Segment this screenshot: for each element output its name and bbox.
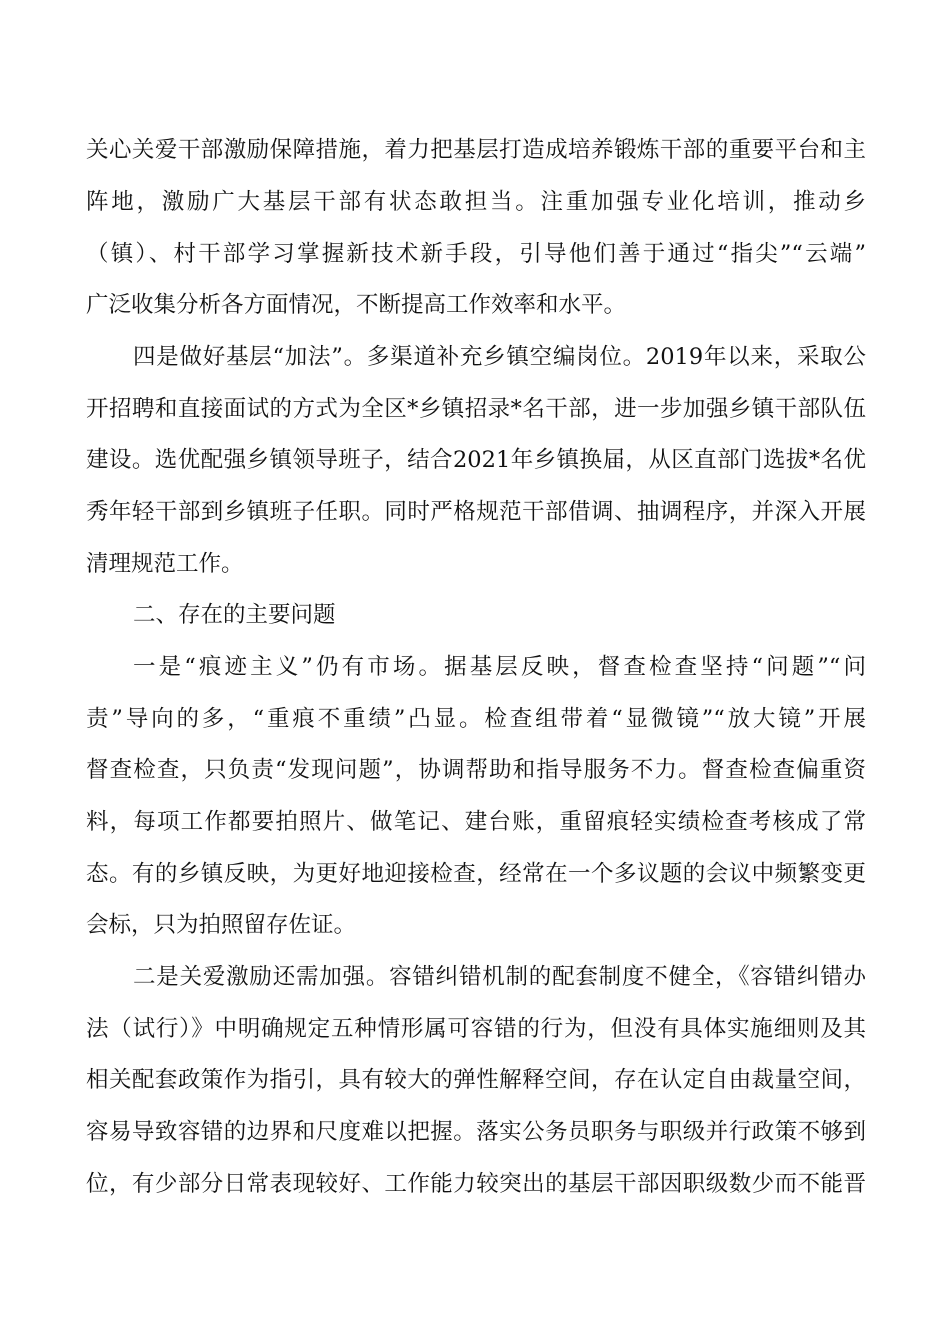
text-line: 会标，只为拍照留存佐证。 (86, 912, 357, 938)
text-line: 清理规范工作。 (86, 551, 244, 577)
paragraph-first-line: 一是“痕迹主义”仍有市场。据基层反映，督查检查坚持“问题”“问 (133, 654, 866, 680)
text-line: 关心关爱干部激励保障措施，着力把基层打造成培养锻炼干部的重要平台和主 (86, 137, 866, 163)
section-heading: 二、存在的主要问题 (133, 602, 336, 628)
text-line: 法（试行）》中明确规定五种情形属可容错的行为，但没有具体实施细则及其 (86, 1016, 866, 1042)
text-line: 料，每项工作都要拍照片、做笔记、建台账，重留痕轻实绩检查考核成了常 (86, 809, 866, 835)
paragraph-first-line: 四是做好基层“加法”。多渠道补充乡镇空编岗位。2019年以来，采取公 (133, 344, 866, 370)
text-line: 建设。选优配强乡镇领导班子，结合2021年乡镇换届，从区直部门选拔*名优 (86, 447, 866, 473)
text-line: 责”导向的多，“重痕不重绩”凸显。检查组带着“显微镜”“放大镜”开展 (86, 706, 866, 732)
text-line: 相关配套政策作为指引，具有较大的弹性解释空间，存在认定自由裁量空间， (86, 1067, 866, 1093)
text-line: 态。有的乡镇反映，为更好地迎接检查，经常在一个多议题的会议中频繁变更 (86, 861, 866, 887)
text-line: 开招聘和直接面试的方式为全区*乡镇招录*名干部，进一步加强乡镇干部队伍 (86, 396, 866, 422)
text-line: 位，有少部分日常表现较好、工作能力较突出的基层干部因职级数少而不能晋 (86, 1171, 866, 1197)
text-line: 容易导致容错的边界和尺度难以把握。落实公务员职务与职级并行政策不够到 (86, 1119, 866, 1145)
text-line: （镇）、村干部学习掌握新技术新手段，引导他们善于通过“指尖”“云端” (86, 241, 866, 267)
text-line: 秀年轻干部到乡镇班子任职。同时严格规范干部借调、抽调程序，并深入开展 (86, 499, 866, 525)
text-line: 广泛收集分析各方面情况，不断提高工作效率和水平。 (86, 292, 627, 318)
paragraph-first-line: 二是关爱激励还需加强。容错纠错机制的配套制度不健全，《容错纠错办 (133, 964, 866, 990)
text-line: 阵地，激励广大基层干部有状态敢担当。注重加强专业化培训，推动乡 (86, 189, 866, 215)
text-line: 督查检查，只负责“发现问题”，协调帮助和指导服务不力。督查检查偏重资 (86, 757, 866, 783)
